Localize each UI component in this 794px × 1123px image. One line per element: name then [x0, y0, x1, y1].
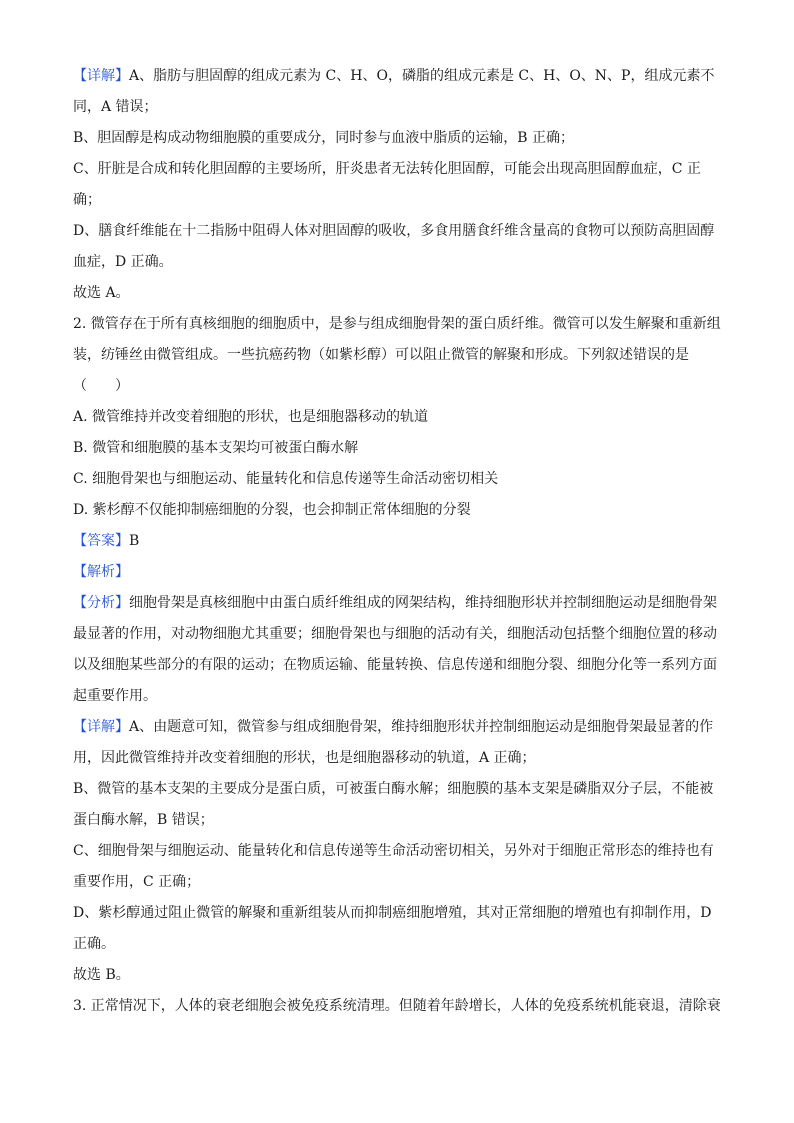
q2-answer — [73, 531, 725, 562]
page-content — [73, 66, 725, 1027]
answer-value: B — [129, 533, 140, 549]
q2-stem-line: 2. 微管存在于所有真核细胞的细胞质中，是参与组成细胞骨架的蛋白质纤维。微管可以发生解聚和重新组 — [73, 316, 721, 332]
q2-stem-blank: （ ） — [73, 378, 129, 394]
q2-detail-line: D、紫杉醇通过阻止微管的解聚和重新组装从而抑制癌细胞增殖，其对正常细胞的增殖也有抑制作用，D — [73, 905, 712, 921]
q3-stem-line: 3. 正常情况下，人体的衰老细胞会被免疫系统清理。但随着年龄增长，人体的免疫系统机能衰退，清除衰 — [73, 998, 721, 1014]
q2-option-d: D. 紫杉醇不仅能抑制癌细胞的分裂，也会抑制正常体细胞的分裂 — [73, 502, 471, 518]
q2-detail-line: 蛋白酶水解，B 错误； — [73, 812, 214, 828]
q2-stem-line: 装，纺锤丝由微管组成。一些抗癌药物（如紫杉醇）可以阻止微管的解聚和形成。下列叙述错误的是 — [73, 347, 689, 363]
q2-option-c: C. 细胞骨架也与细胞运动、能量转化和信息传递等生命活动密切相关 — [73, 471, 499, 487]
q2-detail-line: B、微管的基本支架的主要成分是蛋白质，可被蛋白酶水解；细胞膜的基本支架是磷脂双分子层，不能被 — [73, 781, 714, 797]
q2-detail-line: 重要作用，C 正确； — [73, 874, 201, 890]
q1-detail-line: D、膳食纤维能在十二指肠中阻碍人体对胆固醇的吸收，多食用膳食纤维含量高的食物可以预防高胆固醇 — [73, 223, 715, 239]
q1-detail-line: 【详解】A、脂肪与胆固醇的组成元素为 C、H、O，磷脂的组成元素是 C、H、O、N、P，组成元素不 — [73, 68, 715, 84]
q2-analysis-heading — [73, 562, 725, 593]
answer-tag: 【答案】 — [73, 533, 129, 549]
q1-detail-line: 同，A 错误； — [73, 99, 158, 115]
fenxi-tag: 【分析】 — [73, 595, 129, 611]
detail-tag: 【详解】 — [73, 719, 129, 735]
q1-detail-line: 血症，D 正确。 — [73, 254, 173, 270]
q2-detail-line: 正确。 — [73, 936, 115, 952]
q2-fenxi-line: 【分析】细胞骨架是真核细胞中由蛋白质纤维组成的网架结构，维持细胞形状并控制细胞运动是细胞骨架 — [73, 595, 717, 611]
q1-detail-line: 确； — [73, 192, 101, 208]
q2-conclusion: 故选 B。 — [73, 967, 130, 983]
q2-fenxi-line: 最显著的作用，对动物细胞尤其重要；细胞骨架也与细胞的活动有关，细胞活动包括整个细胞位置的移动 — [73, 626, 717, 642]
q2-fenxi-line: 以及细胞某些部分的有限的运动；在物质运输、能量转换、信息传递和细胞分裂、细胞分化等一系列方面 — [73, 657, 717, 673]
q1-conclusion: 故选 A。 — [73, 285, 130, 301]
q2-option-b: B. 微管和细胞膜的基本支架均可被蛋白酶水解 — [73, 440, 359, 456]
q2-detail-line: C、细胞骨架与细胞运动、能量转化和信息传递等生命活动密切相关，另外对于细胞正常形态的维持也有 — [73, 843, 714, 859]
q2-detail-line: 【详解】A、由题意可知，微管参与组成细胞骨架，维持细胞形状并控制细胞运动是细胞骨架最显著的作 — [73, 719, 714, 735]
q2-option-a: A. 微管维持并改变着细胞的形状，也是细胞器移动的轨道 — [73, 409, 429, 425]
analysis-tag: 【解析】 — [73, 564, 129, 580]
q2-fenxi-line: 起重要作用。 — [73, 688, 157, 704]
q2-detail-line: 用，因此微管维持并改变着细胞的形状，也是细胞器移动的轨道，A 正确； — [73, 750, 536, 766]
detail-tag: 【详解】 — [73, 68, 129, 84]
q1-detail-line: C、肝脏是合成和转化胆固醇的主要场所，肝炎患者无法转化胆固醇，可能会出现高胆固醇血症，C 正 — [73, 161, 701, 177]
q1-detail-line: B、胆固醇是构成动物细胞膜的重要成分，同时参与血液中脂质的运输，B 正确； — [73, 130, 575, 146]
